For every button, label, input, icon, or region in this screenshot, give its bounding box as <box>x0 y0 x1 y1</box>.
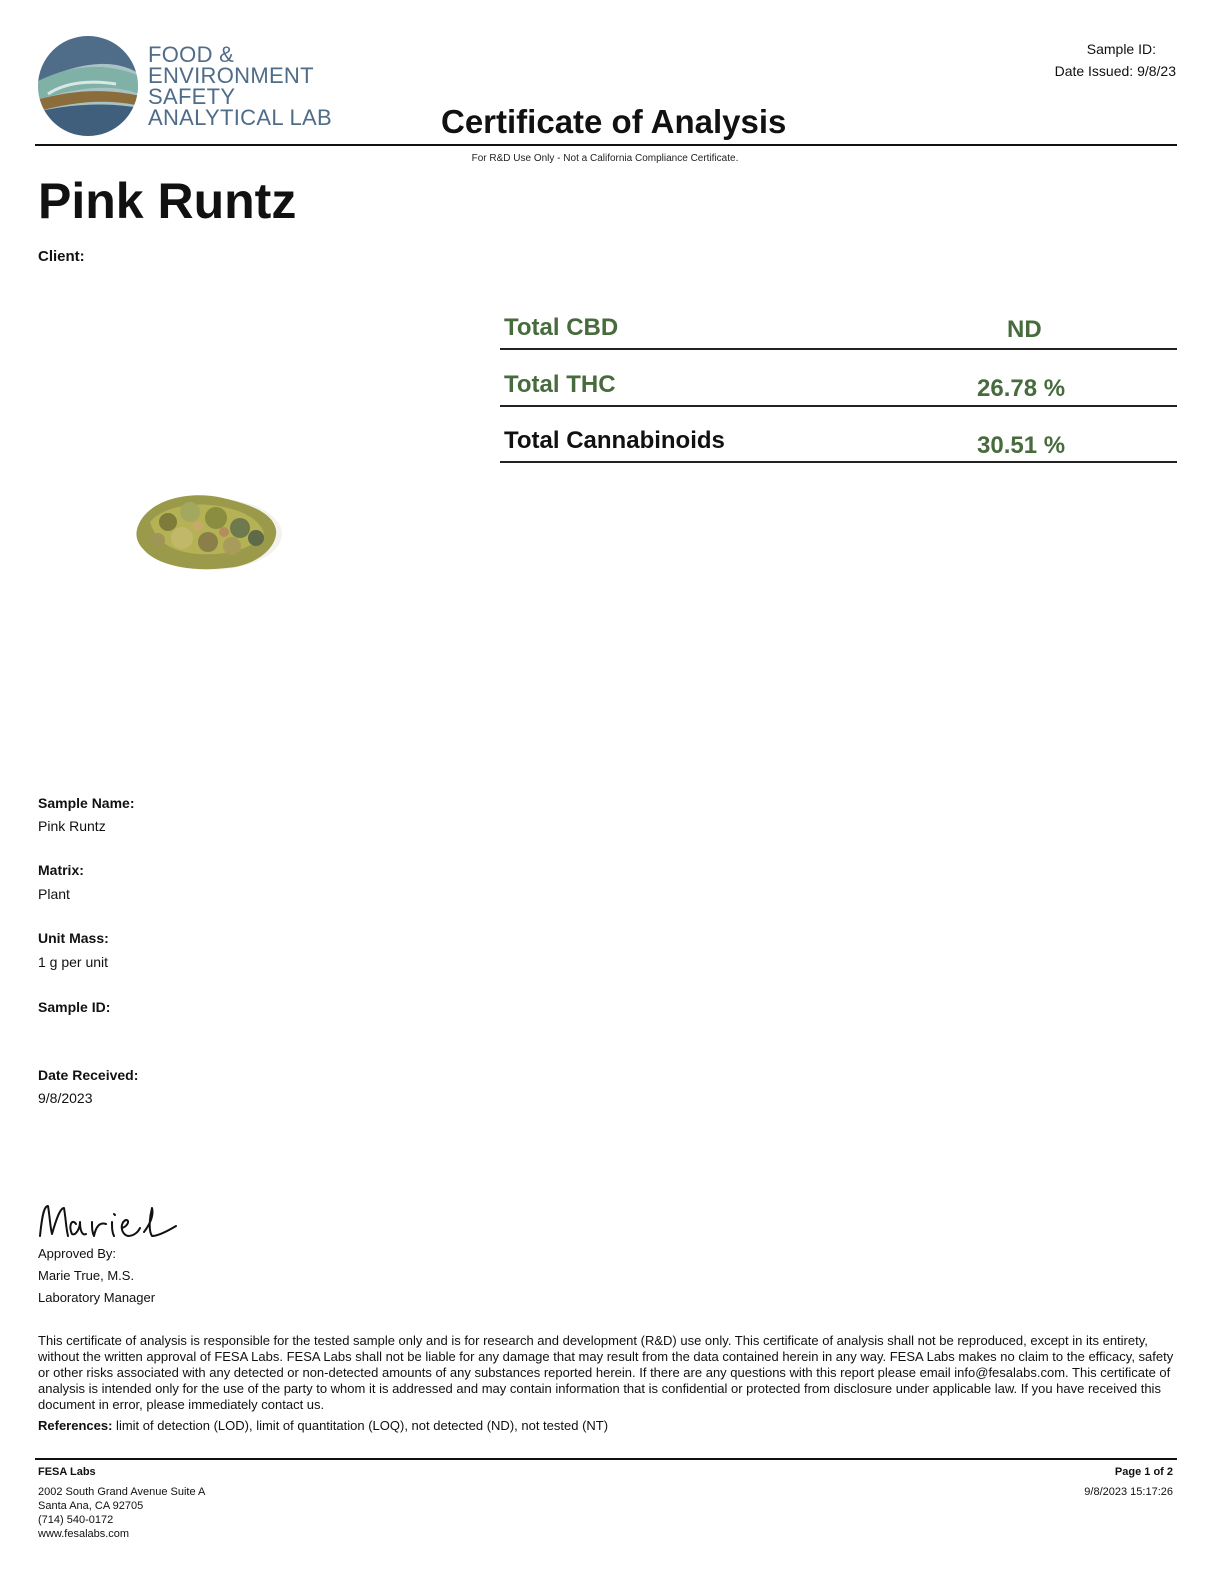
rnd-use-note: For R&D Use Only - Not a California Compliance Certificate. <box>471 153 739 164</box>
footer-timestamp: 9/8/2023 15:17:26 <box>1084 1486 1173 1498</box>
footer-address-line: Santa Ana, CA 92705 <box>38 1500 144 1512</box>
approver-title: Laboratory Manager <box>38 1290 156 1305</box>
header-meta <box>1055 38 1176 82</box>
summary-value: 26.78 % <box>977 375 1066 402</box>
footer-divider <box>35 1458 1177 1460</box>
approved-by-label: Approved By: <box>38 1246 117 1261</box>
references-label: References: <box>38 1418 113 1433</box>
product-image <box>128 482 288 582</box>
footer-address-block <box>38 1465 205 1541</box>
summary-row-cbd <box>500 302 1177 350</box>
unit-mass-label: Unit Mass: <box>38 930 109 946</box>
references <box>38 1418 608 1433</box>
matrix-value: Plant <box>38 886 70 902</box>
footer-address-line: 2002 South Grand Avenue Suite A <box>38 1486 206 1498</box>
summary-label: Total Cannabinoids <box>504 427 725 454</box>
sample-id-label: Sample ID: <box>38 999 111 1015</box>
disclaimer-text: This certificate of analysis is responsible for the tested sample only and is for research and development (R&D) use only. This certificate of analysis shall not be reproduced, except in its entirety, without the written approval of FESA Labs. FESA Labs shall not be liable for any damage that may result from the data contained herein in any way. FESA Labs makes no claim to the efficacy, safety or other risks associated with any detected or non-detected amounts of any substances reported herein. If there are any questions with this report please email info@fesalabs.com. This certificate of analysis is intended only for the use of the party to whom it is addressed and may contain information that is confidential or protected from disclosure under applicable law. If you have received this document in error, please immediately contact us. <box>38 1333 1174 1412</box>
approver-name: Marie True, M.S. <box>38 1268 135 1283</box>
summary-row-total-cannabinoids <box>500 415 1177 463</box>
date-received-label: Date Received: <box>38 1067 139 1083</box>
footer-page-info <box>1084 1465 1173 1499</box>
matrix-label: Matrix: <box>38 862 84 878</box>
summary-value: 30.51 % <box>977 432 1066 459</box>
page-number: Page 1 of 2 <box>1114 1466 1173 1478</box>
sample-name-label: Sample Name: <box>38 795 135 811</box>
date-issued: Date Issued: 9/8/23 <box>1054 63 1176 79</box>
summary-value: ND <box>1007 316 1042 343</box>
footer-company: FESA Labs <box>38 1466 96 1478</box>
header-divider <box>35 144 1177 146</box>
lab-logo-icon <box>36 34 140 138</box>
summary-row-thc <box>500 359 1177 407</box>
references-text: limit of detection (LOD), limit of quantitation (LOQ), not detected (ND), not tested (NT) <box>112 1418 609 1433</box>
signature-image <box>36 1196 181 1244</box>
summary-label: Total THC <box>504 371 616 398</box>
logo-text-line: FOOD & <box>148 42 235 67</box>
logo-text-line: ENVIRONMENT <box>148 63 314 88</box>
client-label: Client: <box>38 248 85 265</box>
logo-text-line: ANALYTICAL LAB <box>148 105 332 130</box>
document-title: Certificate of Analysis <box>441 103 787 140</box>
footer-phone: (714) 540-0172 <box>38 1514 114 1526</box>
footer-website: www.fesalabs.com <box>38 1528 130 1540</box>
summary-label: Total CBD <box>504 314 619 341</box>
logo-text-line: SAFETY <box>148 84 236 109</box>
product-name: Pink Runtz <box>38 173 297 229</box>
date-received-value: 9/8/2023 <box>38 1090 93 1106</box>
sample-id-header-label: Sample ID: <box>1086 41 1156 57</box>
sample-name-value: Pink Runtz <box>38 818 106 834</box>
unit-mass-value: 1 g per unit <box>38 954 109 970</box>
